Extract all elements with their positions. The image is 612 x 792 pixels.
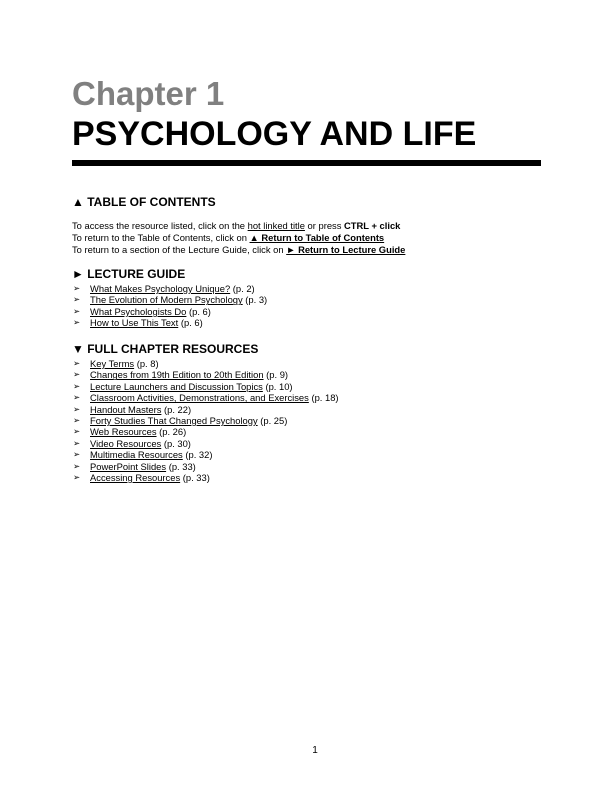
resource-link[interactable]: Video Resources — [90, 437, 162, 449]
return-to-lecture-guide-link[interactable]: ► Return to Lecture Guide — [286, 243, 406, 255]
list-item — [72, 438, 339, 449]
list-item — [72, 381, 339, 392]
page-ref: (p. 33) — [166, 460, 196, 472]
full-chapter-list — [72, 358, 339, 483]
instruction-text: To access the resource listed, click on the — [72, 220, 248, 231]
arrow-bullet-icon: ➢ — [73, 471, 81, 482]
chapter-title: PSYCHOLOGY AND LIFE — [72, 115, 477, 153]
lecture-guide-heading: ► LECTURE GUIDE — [72, 267, 186, 281]
page-ref: (p. 25) — [257, 414, 288, 426]
resource-link[interactable]: PowerPoint Slides — [90, 460, 167, 472]
chapter-label: Chapter 1 — [72, 75, 225, 112]
arrow-bullet-icon: ➢ — [73, 380, 81, 391]
resource-link[interactable]: Accessing Resources — [90, 471, 181, 483]
resource-link[interactable]: Lecture Launchers and Discussion Topics — [90, 380, 263, 392]
list-item — [72, 449, 339, 460]
instruction-line-2 — [72, 232, 405, 244]
list-item — [72, 369, 339, 380]
page-ref: (p. 18) — [308, 392, 339, 404]
ctrl-click-key: CTRL + click — [344, 220, 401, 231]
instructions — [72, 220, 405, 255]
arrow-bullet-icon: ➢ — [73, 392, 81, 403]
list-item — [72, 306, 267, 317]
lecture-guide-section — [72, 267, 267, 329]
list-item — [72, 358, 339, 369]
arrow-bullet-icon: ➢ — [73, 283, 81, 293]
page-number: 1 — [312, 745, 318, 756]
page-ref: (p. 8) — [134, 358, 159, 369]
resource-link[interactable]: Forty Studies That Changed Psychology — [90, 414, 258, 426]
instruction-text: To return to a section of the Lecture Guide, click on — [72, 243, 287, 255]
arrow-bullet-icon: ➢ — [73, 414, 81, 425]
resource-link[interactable]: Key Terms — [90, 358, 135, 369]
page-ref: (p. 26) — [156, 426, 187, 438]
list-item — [72, 283, 267, 294]
arrow-bullet-icon: ➢ — [73, 294, 81, 305]
arrow-bullet-icon: ➢ — [73, 426, 81, 437]
lecture-guide-link[interactable]: The Evolution of Modern Psychology — [90, 294, 243, 306]
lecture-guide-list — [72, 283, 267, 329]
full-chapter-heading: ▼ FULL CHAPTER RESOURCES — [72, 342, 259, 356]
resource-link[interactable]: Multimedia Resources — [90, 449, 183, 461]
return-to-toc-link[interactable]: ▲ Return to Table of Contents — [249, 231, 385, 243]
instruction-text: To return to the Table of Contents, click on — [72, 231, 250, 243]
arrow-bullet-icon: ➢ — [73, 437, 81, 448]
page-ref: (p. 22) — [161, 403, 192, 415]
arrow-bullet-icon: ➢ — [73, 317, 81, 328]
instruction-line-1 — [72, 220, 405, 232]
instruction-line-3 — [72, 244, 405, 256]
lecture-guide-link[interactable]: What Psychologists Do — [90, 305, 187, 317]
page-ref: (p. 10) — [262, 380, 293, 392]
resource-link[interactable]: Classroom Activities, Demonstrations, and Exercises — [90, 392, 309, 404]
hot-linked-title-link[interactable]: hot linked title — [247, 220, 305, 231]
list-item — [72, 461, 339, 472]
resource-link[interactable]: Handout Masters — [90, 403, 162, 415]
arrow-bullet-icon: ➢ — [73, 460, 81, 471]
list-item — [72, 426, 339, 437]
page-ref: (p. 33) — [180, 471, 210, 483]
page-ref: (p. 9) — [263, 369, 289, 381]
instruction-text: or press — [304, 220, 345, 231]
page-ref: (p. 3) — [242, 294, 268, 306]
list-item — [72, 392, 339, 403]
page-ref: (p. 32) — [182, 449, 213, 461]
list-item — [72, 317, 267, 328]
list-item — [72, 404, 339, 415]
page-ref: (p. 2) — [230, 283, 255, 294]
arrow-bullet-icon: ➢ — [73, 449, 81, 460]
lecture-guide-link[interactable]: How to Use This Text — [90, 317, 179, 329]
toc-heading: ▲ TABLE OF CONTENTS — [72, 195, 216, 209]
list-item — [72, 472, 339, 483]
arrow-bullet-icon: ➢ — [73, 305, 81, 316]
page-ref: (p. 30) — [161, 437, 191, 449]
arrow-bullet-icon: ➢ — [73, 369, 81, 380]
resource-link[interactable]: Web Resources — [90, 426, 157, 438]
list-item — [72, 415, 339, 426]
arrow-bullet-icon: ➢ — [73, 403, 81, 414]
full-chapter-section — [72, 342, 339, 483]
page-ref: (p. 6) — [178, 317, 203, 329]
resource-link[interactable]: Changes from 19th Edition to 20th Edition — [90, 369, 264, 381]
lecture-guide-link[interactable]: What Makes Psychology Unique? — [90, 283, 231, 294]
arrow-bullet-icon: ➢ — [73, 358, 81, 368]
list-item — [72, 294, 267, 305]
title-rule — [72, 160, 541, 166]
page-ref: (p. 6) — [186, 305, 211, 317]
